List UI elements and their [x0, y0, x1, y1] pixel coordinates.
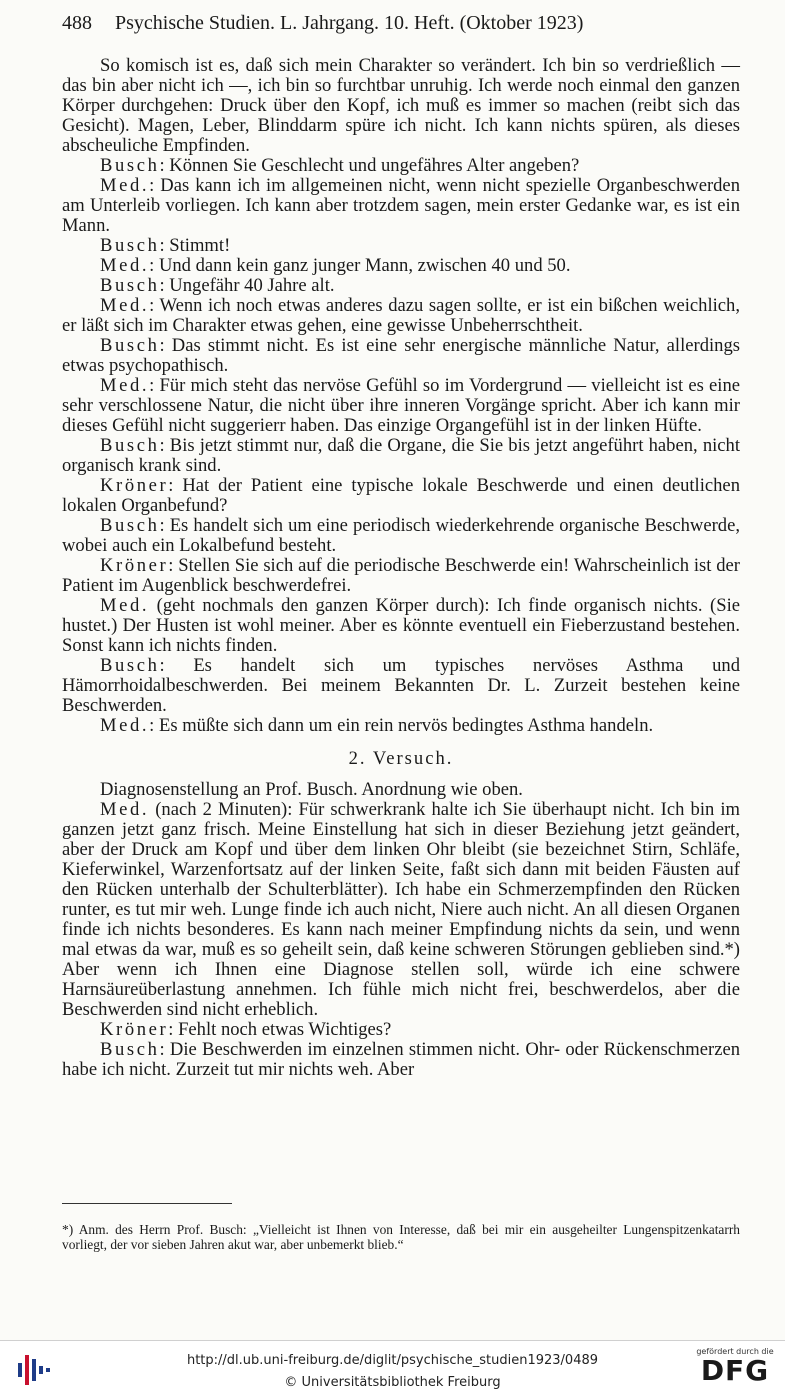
paragraph — [62, 800, 740, 1020]
paragraph-text: : Es handelt sich um typisches nervöses Asthma und Hämorrhoidalbeschwerden. Bei meinem Bekannten Dr. L. Zurzeit bestehen keine Beschwerden. — [62, 655, 740, 716]
page-number: 488 — [62, 12, 92, 34]
speaker-name: Kröner — [100, 555, 169, 576]
paragraph-text: : Fehlt noch etwas Wichtiges? — [168, 1019, 392, 1040]
paragraph-text: Diagnosenstellung an Prof. Busch. Anordnung wie oben. — [100, 779, 523, 800]
paragraph-text: (nach 2 Minuten): Für schwerkrank halte ich Sie überhaupt nicht. Ich bin im ganzen jetzt ganz frisch. Meine Einstellung hat sich in dieser Beziehung jetzt geändert, aber der Druck am Kopf und über dem linken Ohr bleibt (sie bezeichnet Stirn, Schläfe, Kieferwinkel, Warzenfortsatz auf der linken Seite, faßt sich dann mit beiden Fäusten auf den Rücken unterhalb der Schulterblätter). Ich habe ein Schmerzempfinden den Rücken runter, es tut mir weh. Lunge finde ich auch nicht, Niere auch nicht. An all diesen Organen finde ich nichts besonderes. Es kann nach meiner Empfindung nichts da sein, und wenn mal etwas da war, muß es so geheilt sein, daß keine schweren Störungen geblieben sind.*) Aber wenn ich Ihnen eine Diagnose stellen soll, würde ich eine schwere Harnsäureüberlastung annehmen. Ich fühle mich nicht frei, beschwerdelos, aber die Beschwerden sind nicht erheblich. — [62, 799, 740, 1020]
paragraph-text: : Hat der Patient eine typische lokale Beschwerde und einen deutlichen lokalen Organbefund? — [62, 475, 740, 516]
paragraph-text: : Und dann kein ganz junger Mann, zwischen 40 und 50. — [149, 255, 571, 276]
speaker-name: Med. — [100, 295, 150, 316]
page-body — [62, 56, 740, 1080]
paragraph-text: : Können Sie Geschlecht und ungefähres Alter angeben? — [159, 155, 580, 176]
dialogue-block-2 — [62, 780, 740, 1080]
paragraph — [62, 56, 740, 156]
paragraph — [62, 296, 740, 336]
speaker-name: Busch — [100, 275, 160, 296]
paragraph — [62, 176, 740, 236]
speaker-name: Med. — [100, 255, 150, 276]
source-link[interactable]: http://dl.ub.uni-freiburg.de/diglit/psychische_studien1923/0489 — [186, 1353, 599, 1368]
paragraph — [62, 436, 740, 476]
section-heading: 2. Versuch. — [348, 748, 454, 769]
dialogue-block-1 — [62, 56, 740, 736]
paragraph — [62, 156, 740, 176]
paragraph — [62, 656, 740, 716]
paragraph — [62, 556, 740, 596]
copyright-notice: © Universitätsbibliothek Freiburg — [284, 1375, 501, 1390]
paragraph-text: : Das stimmt nicht. Es ist eine sehr energische männliche Natur, allerdings etwas psychopathisch. — [62, 335, 740, 376]
digitization-footer — [0, 1340, 785, 1396]
footnote-rule — [62, 1203, 232, 1204]
dfg-logo — [690, 1347, 780, 1393]
paragraph-text: : Stellen Sie sich auf die periodische Beschwerde ein! Wahrscheinlich ist der Patient im Augenblick beschwerdefrei. — [62, 555, 740, 596]
paragraph — [62, 256, 740, 276]
paragraph-text: : Es müßte sich dann um ein rein nervös bedingtes Asthma handeln. — [149, 715, 654, 736]
speaker-name: Kröner — [100, 1019, 169, 1040]
footnote: *) Anm. des Herrn Prof. Busch: „Vielleicht ist Ihnen von Interesse, daß bei mir ein ausgeheilter Lungenspitzenkatarrh vorliegt, der vor sieben Jahren akut war, aber unbemerkt blieb.“ — [62, 1222, 740, 1253]
speaker-name: Busch — [100, 235, 160, 256]
paragraph — [62, 716, 740, 736]
paragraph — [62, 1040, 740, 1080]
paragraph-text: (geht nochmals den ganzen Körper durch): Ich finde organisch nichts. (Sie hustet.) Der Husten ist wohl meiner. Aber es könnte eventuell ein Fieberzustand bestehen. Sonst kann ich nichts finden. — [62, 595, 740, 656]
paragraph — [62, 596, 740, 656]
speaker-name: Med. — [100, 799, 150, 820]
paragraph — [62, 476, 740, 516]
paragraph — [62, 336, 740, 376]
speaker-name: Med. — [100, 595, 150, 616]
paragraph — [62, 276, 740, 296]
dfg-funded-label: gefördert durch die — [696, 1347, 774, 1356]
speaker-name: Med. — [100, 375, 150, 396]
speaker-name: Busch — [100, 515, 160, 536]
paragraph-text: So komisch ist es, daß sich mein Charakter so verändert. Ich bin so verdrießlich — das bin aber nicht ich —, ich bin so furchtbar unruhig. Ich werde noch einmal den ganzen Körper durchgehen: Druck über den Kopf, ich muß es immer so machen (reibt sich das Gesicht). Magen, Leber, Blinddarm spüre ich nicht. Ich kann nichts spüren, als dieses abscheuliche Empfinden. — [62, 55, 740, 156]
paragraph-text: : Wenn ich noch etwas anderes dazu sagen sollte, er ist ein bißchen weichlich, er läßt sich im Charakter etwas gehen, eine gewisse Unbeherrschtheit. — [62, 295, 740, 336]
paragraph-text: : Ungefähr 40 Jahre alt. — [159, 275, 335, 296]
speaker-name: Busch — [100, 155, 160, 176]
speaker-name: Med. — [100, 175, 150, 196]
speaker-name: Busch — [100, 1039, 160, 1060]
paragraph-text: : Stimmt! — [159, 235, 231, 256]
speaker-name: Busch — [100, 335, 160, 356]
speaker-name: Med. — [100, 715, 150, 736]
journal-title: Psychische Studien. L. Jahrgang. 10. Heft. (Oktober 1923) — [115, 12, 584, 34]
speaker-name: Busch — [100, 655, 160, 676]
speaker-name: Kröner — [100, 475, 169, 496]
paragraph-text: : Die Beschwerden im einzelnen stimmen nicht. Ohr- oder Rückenschmerzen habe ich nicht. Zurzeit tut mir nichts weh. Aber — [62, 1039, 740, 1080]
paragraph — [62, 1020, 740, 1040]
paragraph — [62, 516, 740, 556]
paragraph — [62, 236, 740, 256]
paragraph — [62, 780, 740, 800]
paragraph — [62, 376, 740, 436]
paragraph-text: : Es handelt sich um eine periodisch wiederkehrende organische Beschwerde, wobei auch ein Lokalbefund besteht. — [62, 515, 740, 556]
paragraph-text: : Das kann ich im allgemeinen nicht, wenn nicht spezielle Organbeschwerden am Unterleib vorliegen. Ich kann aber trotzdem sagen, mein erster Gedanke war, es ist ein Mann. — [62, 175, 740, 236]
running-header — [62, 12, 742, 35]
dfg-wordmark: DFG — [700, 1354, 770, 1387]
paragraph-text: : Bis jetzt stimmt nur, daß die Organe, die Sie bis jetzt angeführt haben, nicht organisch krank sind. — [62, 435, 740, 476]
paragraph-text: : Für mich steht das nervöse Gefühl so im Vordergrund — vielleicht ist es eine sehr verschlossene Natur, die nicht über ihre inneren Vorgänge spricht. Aber ich kann mir dieses Gefühl nicht suggerierr haben. Das einzige Organgefühl ist in der linken Hüfte. — [62, 375, 740, 436]
speaker-name: Busch — [100, 435, 160, 456]
